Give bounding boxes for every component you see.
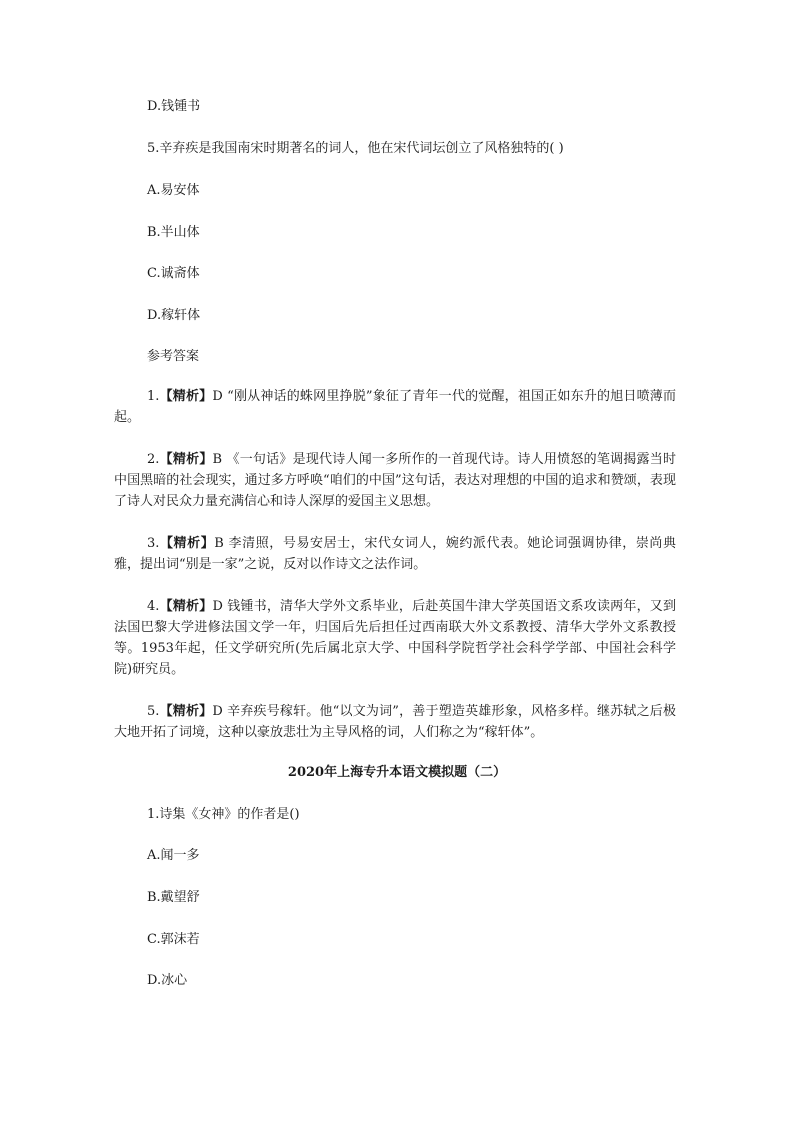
answer-3-num: 3. [147, 536, 160, 551]
answer-4-text: D 钱锺书，清华大学外文系毕业，后赴英国牛津大学英国语文系攻读两年，又到法国巴黎大学进修法国文学一年，归国后先后担任过西南联大外文系教授、清华大学外文系教授等。1953年起，任文学研究所(先后属北京大学、中国科学院哲学社会科学学部、中国社会科学院)研究员。 [114, 599, 676, 677]
q5-option-b: B.半山体 [147, 225, 200, 240]
s2-q1-stem: 1.诗集《女神》的作者是() [147, 807, 300, 822]
s2-q1-option-a: A.闻一多 [147, 848, 200, 863]
answer-1-tag: 【精析】 [159, 389, 213, 404]
answer-2-num: 2. [147, 452, 160, 467]
answer-2-tag: 【精析】 [159, 452, 213, 467]
s2-q1-option-c: C.郭沫若 [147, 932, 200, 947]
answer-5-text: D 辛弃疾号稼轩。他“以文为词”，善于塑造英雄形象，风格多样。继苏轼之后极大地开拓了词境，这种以豪放悲壮为主导风格的词，人们称之为“稼轩体”。 [114, 704, 676, 740]
q5-option-d: D.稼轩体 [147, 308, 201, 323]
s2-q1-option-d: D.冰心 [147, 973, 188, 988]
answer-3 [114, 533, 676, 575]
answer-3-text: B 李清照，号易安居士，宋代女词人，婉约派代表。她论词强调协律，崇尚典雅，提出词“别是一家”之说，反对以作诗文之法作词。 [114, 536, 676, 572]
s2-q1-option-b: B.戴望舒 [147, 890, 200, 905]
answer-5-tag: 【精析】 [159, 704, 213, 719]
answer-1 [114, 386, 676, 428]
answer-1-num: 1. [147, 389, 160, 404]
answer-1-text: D “刚从神话的蛛网里挣脱”象征了青年一代的觉醒，祖国正如东升的旭日喷薄而起。 [114, 389, 676, 425]
answers-title: 参考答案 [147, 349, 200, 364]
answer-4 [114, 596, 676, 680]
answer-2 [114, 449, 676, 512]
answer-5 [114, 701, 676, 743]
section-heading: 2020年上海专升本语文模拟题（二） [287, 765, 507, 780]
answer-5-num: 5. [147, 704, 160, 719]
answer-3-tag: 【精析】 [159, 536, 215, 551]
q5-option-a: A.易安体 [147, 183, 200, 198]
q5-stem: 5.辛弃疾是我国南宋时期著名的词人，他在宋代词坛创立了风格独特的( ) [147, 141, 564, 156]
answer-2-text: B 《一句话》是现代诗人闻一多所作的一首现代诗。诗人用愤怒的笔调揭露当时中国黑暗的社会现实，通过多方呼唤“咱们的中国”这句话，表达对理想的中国的追求和赞颂，表现了诗人对民众力量充满信心和诗人深厚的爱国主义思想。 [114, 452, 676, 509]
q5-option-c: C.诚斋体 [147, 266, 200, 281]
answer-4-num: 4. [147, 599, 160, 614]
q4-option-d: D.钱锺书 [147, 99, 201, 114]
answer-4-tag: 【精析】 [159, 599, 213, 614]
